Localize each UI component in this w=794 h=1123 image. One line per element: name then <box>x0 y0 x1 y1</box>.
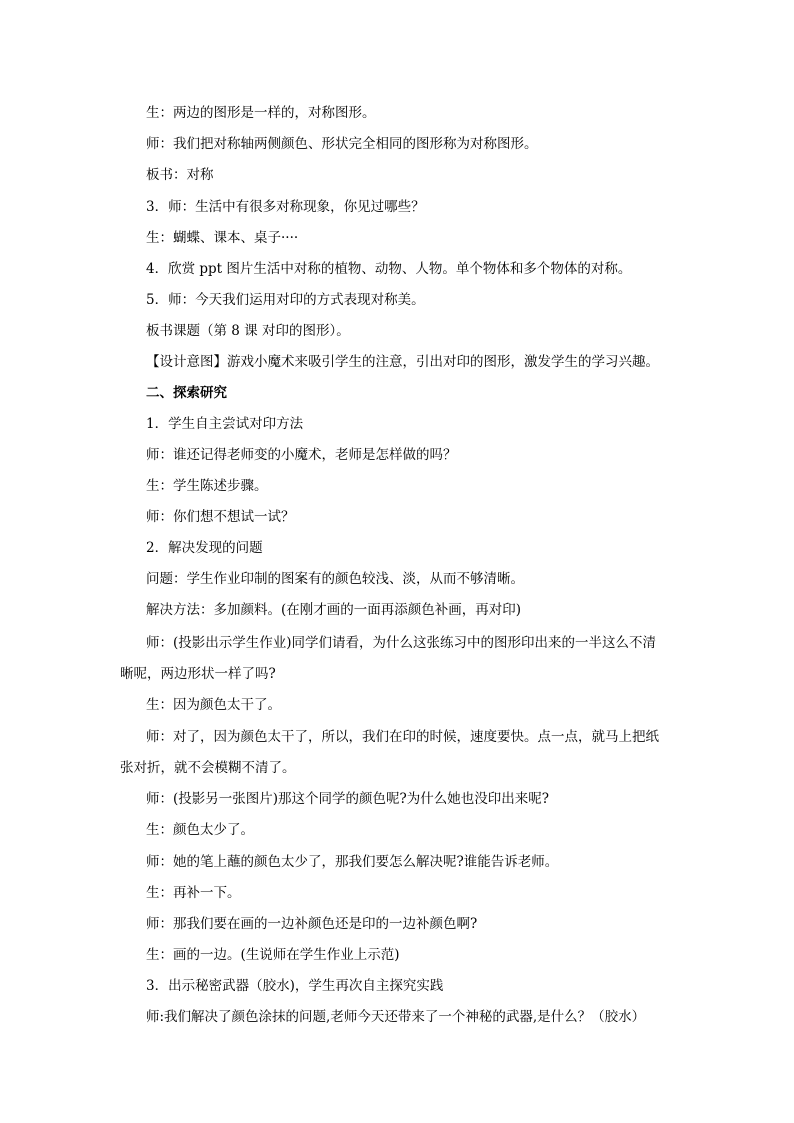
paragraph: 师：你们想不想试一试？ <box>146 509 295 525</box>
paragraph: 生：因为颜色太干了。 <box>146 697 281 713</box>
paragraph: 师：对了，因为颜色太干了，所以，我们在印的时候，速度要快。点一点，就马上把纸 <box>146 729 659 745</box>
paragraph: 生：颜色太少了。 <box>146 822 254 838</box>
paragraph: 师：她的笔上蘸的颜色太少了，那我们要怎么解决呢?谁能告诉老师。 <box>146 854 559 870</box>
paragraph-continuation: 张对折，就不会模糊不清了。 <box>120 760 296 776</box>
paragraph: 师：(投影出示学生作业)同学们请看，为什么这张练习中的图形印出来的一半这么不清 <box>146 635 657 651</box>
paragraph: 问题：学生作业印制的图案有的颜色较浅、淡，从而不够清晰。 <box>146 571 524 587</box>
paragraph: 师：(投影另一张图片)那这个同学的颜色呢?为什么她也没印出来呢? <box>146 791 550 807</box>
paragraph: 生：两边的图形是一样的，对称图形。 <box>146 105 376 121</box>
section-heading: 二、探索研究 <box>146 385 227 401</box>
paragraph: 5．师：今天我们运用对印的方式表现对称美。 <box>146 292 425 308</box>
paragraph: 3．出示秘密武器（胶水)，学生再次自主探究实践 <box>146 978 444 994</box>
paragraph: 板书课题（第 8 课 对印的图形）。 <box>146 323 350 339</box>
paragraph: 生：蝴蝶、课本、桌子···· <box>146 230 299 246</box>
paragraph: 生：画的一边。(生说师在学生作业上示范) <box>146 947 400 963</box>
paragraph: 板书：对称 <box>146 167 214 183</box>
paragraph: 4．欣赏 ppt 图片生活中对称的植物、动物、人物。单个物体和多个物体的对称。 <box>146 261 632 277</box>
design-intent-paragraph: 【设计意图】游戏小魔术来吸引学生的注意，引出对印的图形，激发学生的学习兴趣。 <box>146 354 659 370</box>
paragraph: 3．师：生活中有很多对称现象，你见过哪些？ <box>146 199 425 215</box>
paragraph: 解决方法：多加颜料。(在刚才画的一面再添颜色补画，再对印) <box>146 602 522 618</box>
paragraph: 师：那我们要在画的一边补颜色还是印的一边补颜色啊? <box>146 916 478 932</box>
paragraph: 生：再补一下。 <box>146 885 241 901</box>
paragraph: 2．解决发现的问题 <box>146 540 263 556</box>
paragraph: 1．学生自主尝试对印方法 <box>146 416 304 432</box>
paragraph: 生：学生陈述步骤。 <box>146 478 268 494</box>
paragraph: 师：我们把对称轴两侧颜色、形状完全相同的图形称为对称图形。 <box>146 136 538 152</box>
paragraph: 师:我们解决了颜色涂抹的问题,老师今天还带来了一个神秘的武器,是什么？（胶水） <box>146 1009 646 1025</box>
paragraph-continuation: 晰呢，两边形状一样了吗? <box>120 666 276 682</box>
paragraph: 师：谁还记得老师变的小魔术，老师是怎样做的吗？ <box>146 447 457 463</box>
